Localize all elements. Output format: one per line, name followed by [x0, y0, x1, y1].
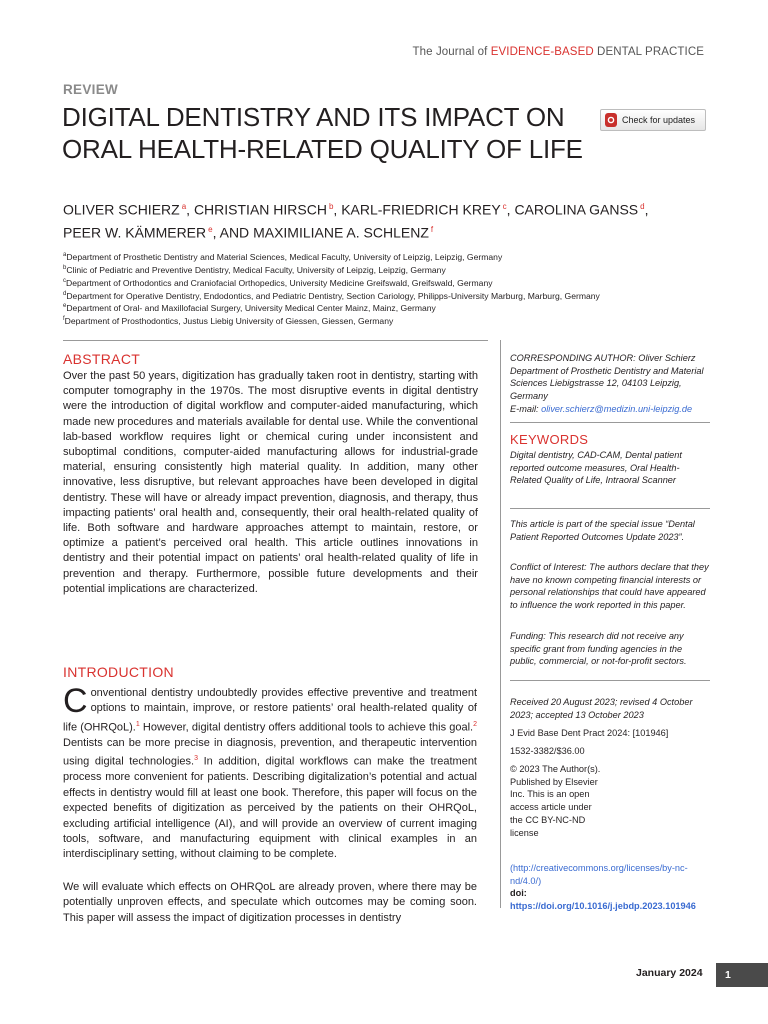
introduction-heading: INTRODUCTION	[63, 664, 174, 680]
author-name: CAROLINA GANSS	[514, 201, 639, 218]
author-separator: ,	[186, 201, 194, 218]
author-separator: ,	[644, 201, 649, 218]
sidebar-divider	[510, 508, 710, 509]
affiliation-mark: e	[208, 224, 213, 234]
copyright-notice: © 2023 The Author(s). Published by Elsevier Inc. This is an open access article under the CC BY-NC-ND license	[510, 764, 601, 838]
drop-cap: C	[63, 682, 88, 720]
license-link[interactable]: (http://creativecommons.org/licenses/by-nc-nd/4.0/)	[510, 863, 688, 886]
article-title: DIGITAL DENTISTRY AND ITS IMPACT ON ORAL HEALTH-RELATED QUALITY OF LIFE	[62, 102, 583, 164]
affiliation-mark: d	[640, 202, 645, 211]
journal-prefix: The Journal of	[412, 46, 491, 58]
affiliation-mark: b	[63, 264, 67, 271]
affiliation-mark: f	[430, 224, 434, 234]
abstract-text: Over the past 50 years, digitization has gradually taken root in dentistry, starting with computer tomography in the 1970s. The most disruptive events in digital dentistry were the introduction of digital workflow and computer-aided manufacturing, which made new procedures and materials available for dental use. While the conventional lab-based workflow requires light or chemical curing under inconsistent and suboptimal conditions, computer-aided manufacturing allows for industrial-grade material, ensuring consistently high material quality. In addition, many other innovative, less disruptive, but relevant approaches have been developed in digital dentistry. These will have or already impact prevention, diagnosis, and therapy, thus impacting patients’ oral health and, consequently, their oral health-related quality of life. Both software and hardware approaches attempt to maintain, restore, or optimize a patient’s perceived oral health. This article outlines innovations in dentistry and their potential impact on patients’ oral health-related quality of life in prevention and therapy. Furthermore, possible future developments and their potential implications are characterized.	[63, 370, 478, 595]
affiliation-item	[63, 263, 713, 276]
reference-link[interactable]: 2	[473, 720, 477, 728]
affiliation-mark: e	[63, 303, 67, 310]
introduction-paragraph	[63, 682, 477, 863]
affiliation-text: Department of Orthodontics and Craniofacial Orthopedics, University Medicine Greifswald, Greifswald, Germany	[66, 277, 493, 288]
reference-link[interactable]: 1	[135, 720, 140, 728]
affiliation-item	[63, 276, 713, 289]
affiliation-item	[63, 250, 713, 263]
issn-price: 1532-3382/$36.00	[510, 746, 585, 756]
issue-date: January 2024	[636, 967, 703, 979]
affiliation-text: Department of Prosthodontics, Justus Liebig University of Giessen, Giessen, Germany	[64, 316, 394, 327]
reference-link[interactable]: 3	[194, 755, 198, 763]
author-separator: , AND	[212, 224, 254, 241]
article-type: REVIEW	[63, 82, 119, 97]
affiliation-mark: a	[181, 202, 187, 211]
affiliation-item	[63, 314, 713, 327]
received-dates: Received 20 August 2023; revised 4 October 2023; accepted 13 October 2023	[510, 697, 693, 720]
email-link[interactable]: oliver.schierz@medizin.uni-leipzig.de	[541, 403, 693, 414]
license-block	[510, 862, 705, 913]
doi-label: doi:	[510, 888, 527, 899]
keywords-heading: KEYWORDS	[510, 432, 589, 447]
paragraph-text: Dentists can be more precise in diagnosis, prevention, and therapeutic intervention using digital technologies.	[63, 736, 477, 768]
section-divider	[63, 340, 488, 341]
special-issue-note: This article is part of the special issue “Dental Patient Reported Outcomes Update 2023”.	[510, 519, 695, 542]
sidebar-divider	[510, 680, 710, 681]
author-name: MAXIMILIANE A. SCHLENZ	[253, 224, 429, 241]
paragraph-text: However, digital dentistry offers additional tools to achieve this goal.	[139, 721, 474, 734]
author-separator: ,	[333, 201, 342, 218]
introduction-paragraph-2: We will evaluate which effects on OHRQoL are already proven, where there may be potentially unproven effects, and speculate which outcomes may be coming soon. This paper will assess the impact of digitization processes in dentistry	[63, 881, 477, 924]
affiliation-item	[63, 301, 713, 314]
affiliation-mark: c	[63, 277, 66, 284]
doi-link[interactable]: https://doi.org/10.1016/j.jebdp.2023.101946	[510, 901, 696, 912]
check-for-updates-button[interactable]	[600, 109, 706, 131]
author-name: KARL-FRIEDRICH KREY	[341, 201, 501, 218]
affiliation-mark: b	[328, 202, 334, 211]
affiliation-text: Clinic of Pediatric and Preventive Dentistry, Medical Faculty, University of Leipzig, Leipzig, Germany	[66, 264, 446, 275]
affiliation-text: Department of Oral- and Maxillofacial Surgery, University Medical Center Mainz, Mainz, Germany	[66, 303, 436, 314]
affiliation-text: Department for Operative Dentistry, Endodontics, and Pediatric Dentistry, Section Cariology, Philipps-University Marburg, Marburg, Germany	[66, 290, 600, 301]
column-divider	[500, 340, 501, 908]
citation: J Evid Base Dent Pract 2024: [101946]	[510, 728, 669, 738]
page-number: 1	[716, 963, 768, 987]
email-label: E-mail:	[510, 403, 542, 414]
author-name: OLIVER SCHIERZ	[63, 201, 180, 218]
affiliation-text: Department of Prosthetic Dentistry and Material Sciences, Medical Faculty, University of Leipzig, Leipzig, Germany	[66, 251, 503, 262]
affiliation-mark: a	[63, 252, 67, 258]
journal-suffix: DENTAL PRACTICE	[593, 46, 704, 58]
corresponding-author	[510, 352, 710, 416]
author-name: PEER W. KÄMMERER	[63, 224, 207, 241]
keywords-list: Digital dentistry, CAD-CAM, Dental patient reported outcome measures, Oral Health-Related Quality of Life, Intraoral Scanner	[510, 450, 682, 486]
affiliation-mark: d	[63, 290, 67, 297]
author-name: CHRISTIAN HIRSCH	[193, 201, 327, 218]
updates-label: Check for updates	[622, 115, 696, 125]
affiliation-list	[63, 250, 713, 327]
paragraph-text: In addition, digital workflows can make the treatment process more convenient for patients. Describing digitalization’s potential and actual effects in dentistry would fill at least one book. Therefore, this paper will focus on the expected benefits of digitization as perceived by the patients on their OHRQoL, excluding artificial intelligence (AI), and will provide an overview of current imaging tools, software, and manufacturing equipment with clinical examples in an interdisciplinary setting, without claiming to be complete.	[63, 755, 477, 861]
author-separator: ,	[506, 201, 515, 218]
paragraph-text: onventional dentistry undoubtedly provides effective preventive and treatment options to maintain, improve, or restore patients’ oral health-related quality of life (OHRQoL).	[63, 687, 477, 734]
funding-note: Funding: This research did not receive any specific grant from funding agencies in the public, commercial, or not-for-profit sectors.	[510, 631, 687, 667]
affiliation-mark: c	[502, 202, 507, 211]
abstract-heading: ABSTRACT	[63, 351, 141, 367]
conflict-of-interest: Conflict of Interest: The authors declare that they have no known competing financial interests or personal relationships that could have appeared to influence the work reported in this paper.	[510, 562, 709, 611]
journal-header	[413, 46, 704, 58]
corresponding-text: CORRESPONDING AUTHOR: Oliver Schierz Department of Prosthetic Dentistry and Material Sciences Liebigstrasse 12, 04103 Leipzig, Germany	[510, 353, 704, 402]
affiliation-mark: f	[63, 316, 65, 323]
journal-accent: EVIDENCE-BASED	[490, 46, 594, 58]
sidebar-divider	[510, 422, 710, 423]
author-list	[63, 197, 703, 242]
updates-icon	[605, 113, 617, 127]
affiliation-item	[63, 289, 713, 302]
